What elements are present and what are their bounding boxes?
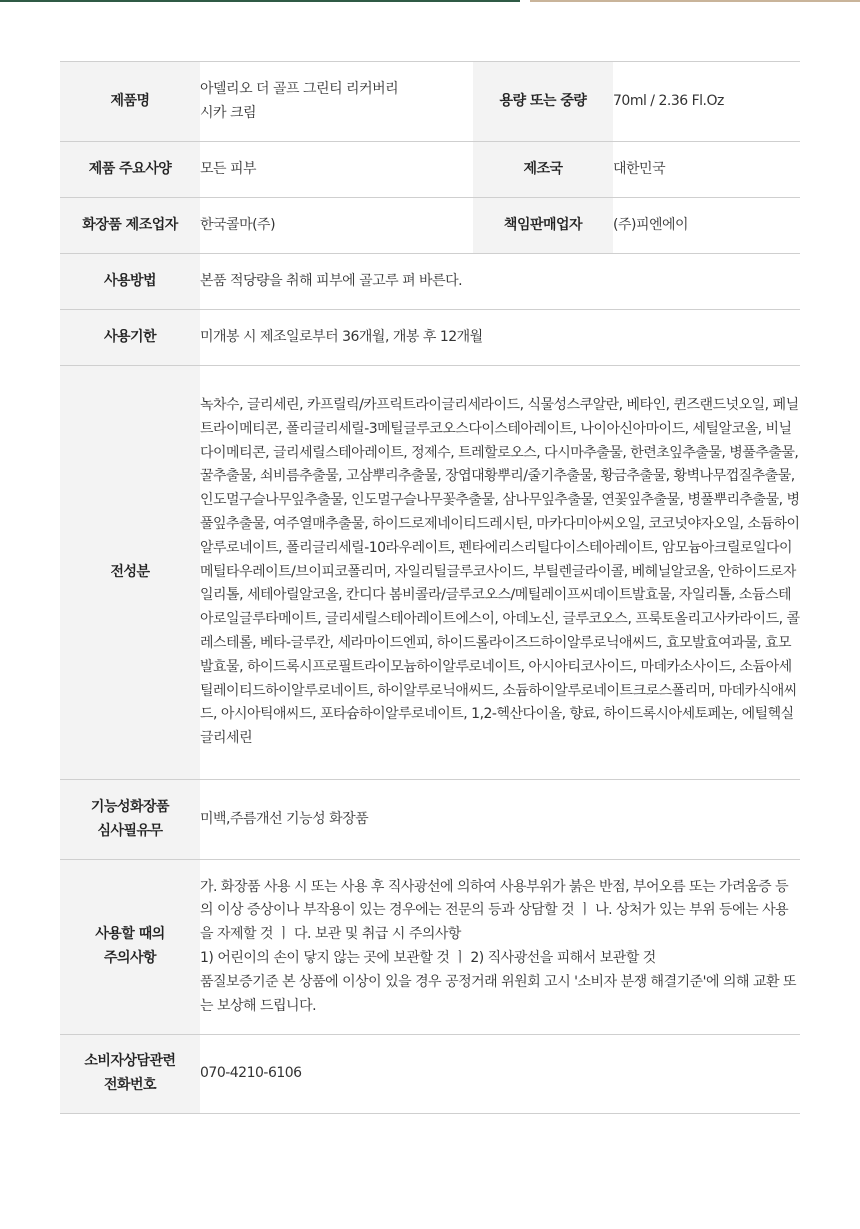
usage-value: 본품 적당량을 취해 피부에 골고루 펴 바른다. — [200, 254, 800, 310]
functional-label: 기능성화장품 심사필유무 — [60, 780, 200, 860]
row-expiry — [60, 310, 800, 366]
skin-type-label: 제품 주요사양 — [60, 142, 200, 198]
origin-label: 제조국 — [473, 142, 613, 198]
top-accent-bar — [0, 0, 860, 2]
caution-value: 가. 화장품 사용 시 또는 사용 후 직사광선에 의하여 사용부위가 붉은 반점, 부어오름 또는 가려움증 등의 이상 증상이나 부작용이 있는 경우에는 전문의 등과 상담할 것 ㅣ 나. 상처가 있는 부위 등에는 사용을 자제할 것 ㅣ 다. 보관 및 취급 시 주의사항 1) 어린이의 손이 닿지 않는 곳에 보관할 것 ㅣ 2) 직사광선을 피해서 보관할 것 품질보증기준 본 상품에 이상이 있을 경우 공정거래 위원회 고시 '소비자 분쟁 해결기준'에 의해 교환 또는 보상해 드립니다. — [200, 860, 800, 1035]
ingredients-label: 전성분 — [60, 366, 200, 780]
phone-label: 소비자상담관련 전화번호 — [60, 1035, 200, 1114]
top-accent-green — [0, 0, 520, 2]
phone-value: 070-4210-6106 — [200, 1035, 800, 1114]
product-info-table — [60, 61, 800, 1114]
usage-label: 사용방법 — [60, 254, 200, 310]
manufacturer-label: 화장품 제조업자 — [60, 198, 200, 254]
seller-value: (주)피엔에이 — [613, 198, 800, 254]
top-accent-tan — [530, 0, 860, 2]
row-manufacturer — [60, 198, 800, 254]
product-name-value: 아델리오 더 골프 그린티 리커버리 시카 크림 — [200, 62, 473, 142]
origin-value: 대한민국 — [613, 142, 800, 198]
row-ingredients — [60, 366, 800, 780]
expiry-label: 사용기한 — [60, 310, 200, 366]
product-name-label: 제품명 — [60, 62, 200, 142]
row-product-name — [60, 62, 800, 142]
caution-label: 사용할 때의 주의사항 — [60, 860, 200, 1035]
volume-label: 용량 또는 중량 — [473, 62, 613, 142]
row-caution — [60, 860, 800, 1035]
manufacturer-value: 한국콜마(주) — [200, 198, 473, 254]
volume-value: 70ml / 2.36 Fl.Oz — [613, 62, 800, 142]
row-skin-type — [60, 142, 800, 198]
row-usage — [60, 254, 800, 310]
expiry-value: 미개봉 시 제조일로부터 36개월, 개봉 후 12개월 — [200, 310, 800, 366]
functional-value: 미백,주름개선 기능성 화장품 — [200, 780, 800, 860]
row-phone — [60, 1035, 800, 1114]
seller-label: 책임판매업자 — [473, 198, 613, 254]
ingredients-value: 녹차수, 글리세린, 카프릴릭/카프릭트라이글리세라이드, 식물성스쿠알란, 베타인, 퀸즈랜드넛오일, 페닐트라이메티콘, 폴리글리세릴-3메틸글루코오스다이스테아레이트, 나이아신아마이드, 세틸알코올, 비닐다이메티콘, 글리세릴스테아레이트, 정제수, 트레할로오스, 다시마추출물, 한련초잎추출물, 병풀추출물, 꿀추출물, 쇠비름추출물, 고삼뿌리추출물, 장엽대황뿌리/줄기추출물, 황금추출물, 황벽나무껍질추출물, 인도멀구슬나무잎추출물, 인도멀구슬나무꽃추출물, 삼나무잎추출물, 연꽃잎추출물, 병풀뿌리추출물, 병풀잎추출물, 여주열매추출물, 하이드로제네이티드레시틴, 마카다미아씨오일, 코코넛야자오일, 소듐하이알루로네이트, 폴리글리세릴-10라우레이트, 펜타에리스리틸다이스테아레이트, 암모늄아크릴로일다이메틸타우레이트/브이피코폴리머, 자일리틸글루코사이드, 부틸렌글라이콜, 베헤닐알코올, 안하이드로자일리톨, 세테아릴알코올, 칸디다 봄비콜라/글루코오스/메틸레이프씨데이트발효물, 자일리톨, 소듐스테아로일글루타메이트, 글리세릴스테아레이트에스이, 아데노신, 글루코오스, 프룩토올리고사카라이드, 콜레스테롤, 베타-글루칸, 세라마이드엔피, 하이드롤라이즈드하이알루로닉애씨드, 효모발효여과물, 효모발효물, 하이드록시프로필트라이모늄하이알루로네이트, 아시아티코사이드, 마데카소사이드, 소듐아세틸레이티드하이알루로네이트, 하이알루로닉애씨드, 소듐하이알루로네이트크로스폴리머, 마데카식애씨드, 아시아틱애씨드, 포타슘하이알루로네이트, 1,2-헥산다이올, 향료, 하이드록시아세토페논, 에틸헥실글리세린 — [200, 366, 800, 780]
skin-type-value: 모든 피부 — [200, 142, 473, 198]
row-functional — [60, 780, 800, 860]
